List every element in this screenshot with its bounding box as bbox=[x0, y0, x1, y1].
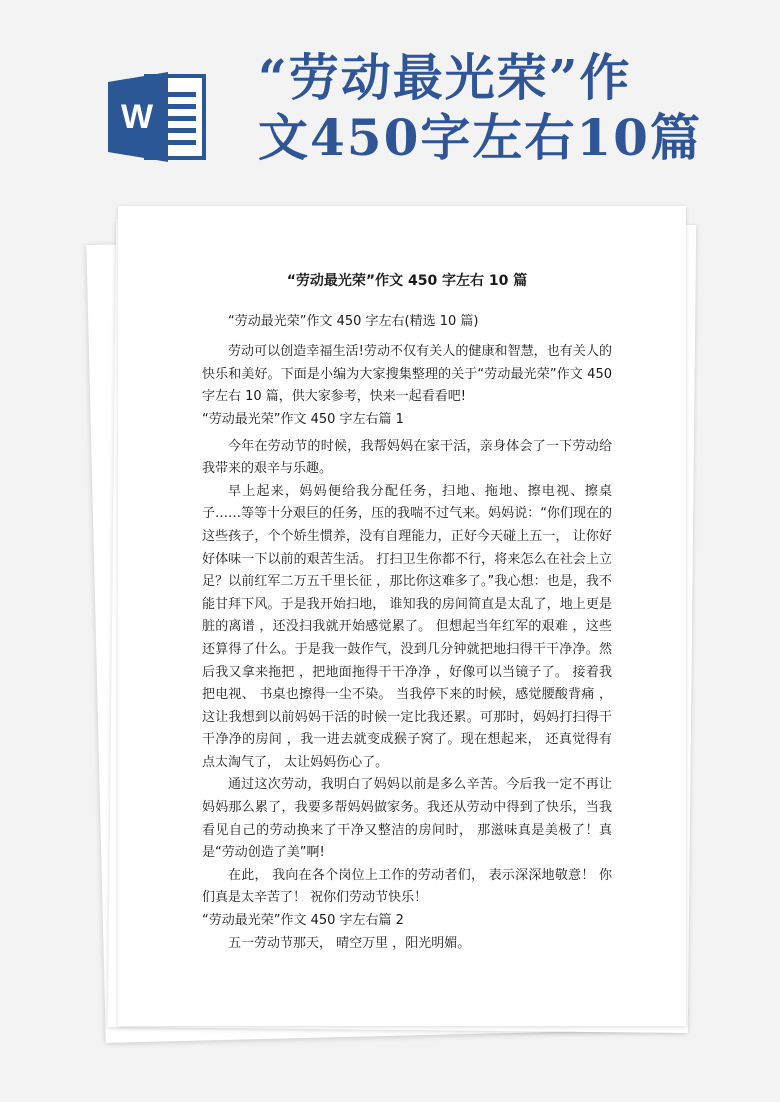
word-icon-letter: W bbox=[120, 98, 154, 136]
section-1-paragraph: 通过这次劳动，我明白了妈妈以前是多么辛苦。今后我一定不再让妈妈那么累了，我要多帮妈妈做家务。我还从劳动中得到了快乐，当我看见自己的劳动换来了干净又整洁的房间时， 那滋味真是美极了！真是“劳动创造了美”啊! bbox=[202, 777, 612, 861]
section-2-paragraph: 五一劳动节那天， 晴空万里 ，阳光明媚。 bbox=[228, 935, 471, 951]
document-heading: “劳动最光荣”作文 450 字左右 10 篇 bbox=[286, 273, 528, 289]
page-title bbox=[258, 48, 758, 168]
document-body bbox=[202, 270, 612, 955]
title-line-2: 文450字左右10篇 bbox=[258, 108, 702, 167]
intro-paragraph: 劳动可以创造幸福生活!劳动不仅有关人的健康和智慧，也有关人的快乐和美好。下面是小编为大家搜集整理的关于“劳动最光荣”作文 450 字左右 10 篇，供大家参考，快来一起看看吧! bbox=[202, 344, 612, 405]
title-line-1: “劳动最光荣”作 bbox=[258, 48, 632, 107]
section-1-title: “劳动最光荣”作文 450 字左右篇 1 bbox=[202, 411, 404, 427]
section-1-paragraph: 在此， 我向在各个岗位上工作的劳动者们， 表示深深地敬意！ 你们真是太辛苦了！ 祝你们劳动节快乐！ bbox=[202, 867, 612, 906]
section-1-paragraph: 今年在劳动节的时候，我帮妈妈在家干活，亲身体会了一下劳动给我带来的艰辛与乐趣。 bbox=[202, 438, 612, 477]
section-2-title: “劳动最光荣”作文 450 字左右篇 2 bbox=[202, 913, 404, 929]
section-1-paragraph: 早上起来，妈妈便给我分配任务，扫地、拖地、擦电视、擦桌子……等等十分艰巨的任务，压的我喘不过气来。妈妈说：“你们现在的这些孩子，个个娇生惯养，没有自理能力，正好今天碰上五一， 让你好好体味一下以前的艰苦生活。 打扫卫生你都不行，将来怎么在社会上立足？以前红军二万五千里长征 ，那比你这难多了。”我心想：也是，我不能甘拜下风。于是我开始扫地， 谁知我的房间简直是太乱了，地上更是脏的离谱 ，还没扫我就开始感觉累了。 但想起当年红军的艰难 ，这些还算得了什么。于是我一鼓作气，没到几分钟就把地扫得干干净净。然后我又拿来拖把 ，把地面拖得干干净净 ，好像可以当镜子了。 接着我把电视、 书桌也擦得一尘不染。 当我停下来的时候，感觉腰酸背痛 ，这让我想到以前妈妈干活的时候一定比我还累。可那时，妈妈打扫得干干净净的房间 ，我一进去就变成猴子窝了。现在想起来， 还真觉得有点太淘气了， 太让妈妈伤心了。 bbox=[202, 483, 612, 770]
word-document-icon bbox=[108, 70, 208, 164]
document-page bbox=[118, 206, 686, 1026]
document-subtitle: “劳动最光荣”作文 450 字左右(精选 10 篇) bbox=[228, 313, 479, 329]
